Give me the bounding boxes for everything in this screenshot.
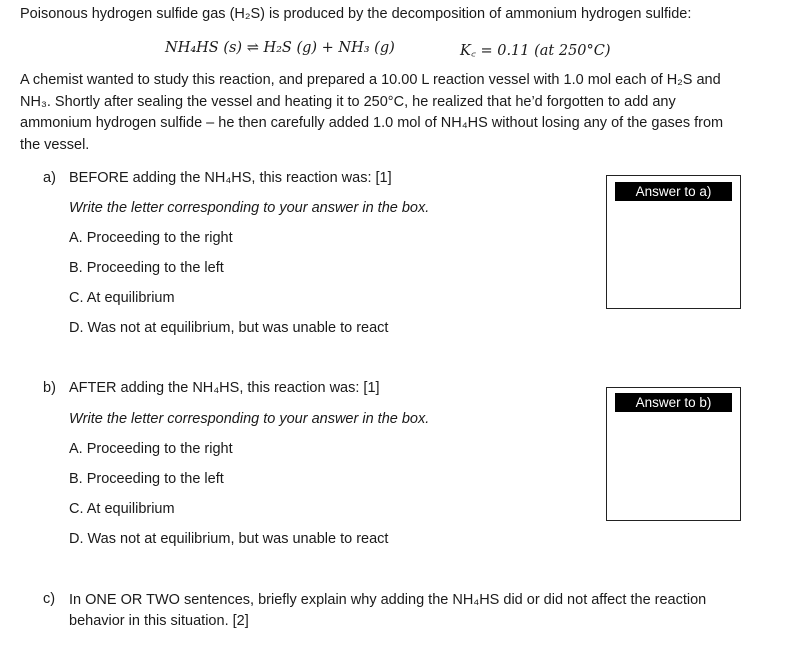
question-a-option-a: A. Proceeding to the right (69, 230, 233, 246)
question-b-option-b: B. Proceeding to the left (69, 471, 224, 487)
question-c-line: behavior in this situation. [2] (69, 613, 249, 629)
question-c-line: In ONE OR TWO sentences, briefly explain why adding the NH₄HS did or did not affect the reaction (69, 592, 707, 608)
question-a-option-c: C. At equilibrium (69, 290, 175, 306)
question-a-option-b: B. Proceeding to the left (69, 260, 224, 276)
question-b-label: b) (43, 380, 56, 396)
reaction-equation: NH₄HS (s) ⇌ H₂S (g) + NH₃ (g) (165, 40, 395, 56)
answer-a-tag: Answer to a) (615, 182, 732, 201)
paragraph-line: A chemist wanted to study this reaction, and prepared a 10.00 L reaction vessel with 1.0 mol each of H₂S and (20, 72, 721, 88)
paragraph-line: ammonium hydrogen sulfide – he then carefully added 1.0 mol of NH₄HS without losing any of the gases from (20, 115, 724, 131)
question-a-text: BEFORE adding the NH₄HS, this reaction was: [1] (69, 170, 392, 186)
answer-b-tag: Answer to b) (615, 393, 732, 412)
scenario-paragraph (20, 70, 770, 156)
question-c-text (69, 590, 706, 632)
question-c-label: c) (43, 591, 56, 607)
kc-value: K꜀ = 0.11 (at 250°C) (460, 43, 611, 59)
question-a-instruction: Write the letter corresponding to your answer in the box. (69, 200, 430, 216)
question-b-instruction: Write the letter corresponding to your answer in the box. (69, 411, 430, 427)
intro-text: Poisonous hydrogen sulfide gas (H₂S) is produced by the decomposition of ammonium hydrogen sulfide: (20, 6, 692, 22)
question-a-option-d: D. Was not at equilibrium, but was unable to react (69, 320, 389, 336)
paragraph-line: NH₃. Shortly after sealing the vessel and heating it to 250°C, he realized that he’d forgotten to add any (20, 93, 676, 110)
paragraph-line: the vessel. (20, 136, 90, 153)
question-b-option-c: C. At equilibrium (69, 501, 175, 517)
question-b-option-a: A. Proceeding to the right (69, 441, 233, 457)
question-a-label: a) (43, 170, 56, 186)
question-b-option-d: D. Was not at equilibrium, but was unable to react (69, 531, 389, 547)
question-b-text: AFTER adding the NH₄HS, this reaction was: [1] (69, 380, 380, 396)
